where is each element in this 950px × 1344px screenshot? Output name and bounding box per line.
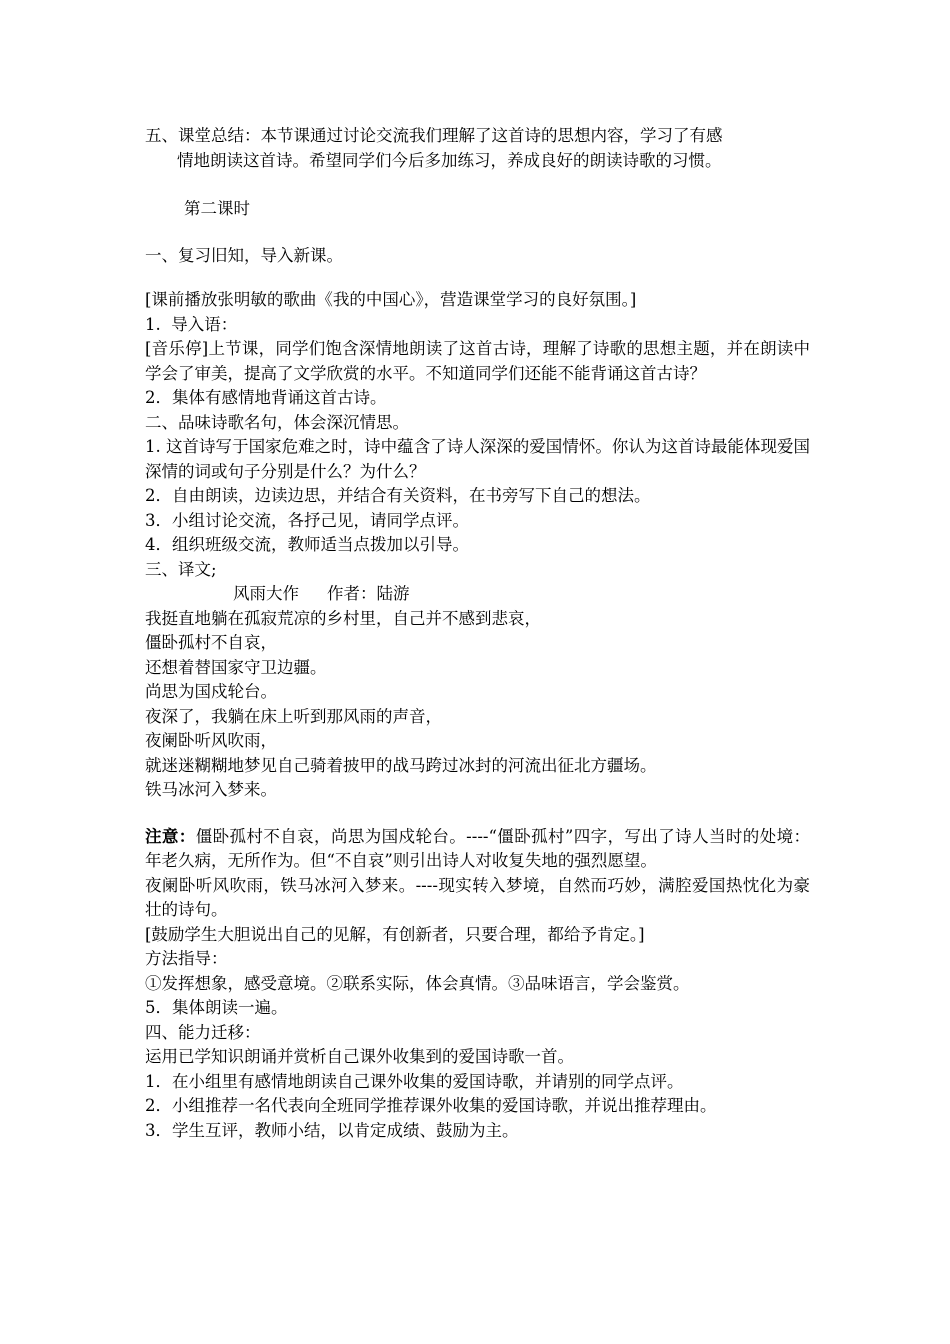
section-4-item-2: 2．小组推荐一名代表向全班同学推荐课外收集的爱国诗歌，并说出推荐理由。 bbox=[145, 1096, 717, 1115]
translation-line: 还想着替国家守卫边疆。 bbox=[145, 657, 327, 677]
poem-line: 铁马冰河入梦来。 bbox=[145, 780, 277, 799]
method-list: ①发挥想象，感受意境。②联系实际，体会真情。③品味语言，学会鉴赏。 bbox=[145, 973, 690, 993]
document-body bbox=[145, 124, 810, 1143]
note-paragraph-2: 夜阑卧听风吹雨，铁马冰河入梦来。----现实转入梦境，自然而巧妙，满腔爱国热忱化为豪壮的诗句。 bbox=[145, 875, 810, 919]
section-3-heading: 三、译文; bbox=[145, 559, 217, 579]
poem-line: 夜阑卧听风吹雨， bbox=[145, 731, 277, 750]
pre-class-note: [课前播放张明敏的歌曲《我的中国心》，营造课堂学习的良好氛围。] bbox=[145, 290, 637, 309]
section-2-item-3: 3．小组讨论交流，各抒己见，请同学点评。 bbox=[145, 510, 469, 530]
translation-line: 就迷迷糊糊地梦见自己骑着披甲的战马跨过冰封的河流出征北方疆场。 bbox=[145, 755, 657, 775]
summary-line-1: 五、课堂总结：本节课通过讨论交流我们理解了这首诗的思想内容，学习了有感 bbox=[145, 126, 723, 145]
note-text-1: 僵卧孤村不自哀，尚思为国戍轮台。----“僵卧孤村”四字，写出了诗人当时的处境：年老久病，无所作为。但“不自哀”则引出诗人对收复失地的强烈愿望。 bbox=[145, 826, 811, 870]
poem-line: 僵卧孤村不自哀， bbox=[145, 633, 277, 652]
summary-line-2: 情地朗读这首诗。希望同学们今后多加练习，养成良好的朗读诗歌的习惯。 bbox=[177, 150, 722, 170]
section-4-intro: 运用已学知识朗诵并赏析自己课外收集到的爱国诗歌一首。 bbox=[145, 1047, 574, 1066]
intro-text: [音乐停]上节课，同学们饱含深情地朗读了这首古诗，理解了诗歌的思想主题，并在朗读中学会了审美，提高了文学欣赏的水平。不知道同学们还能不能背诵这首古诗？ bbox=[145, 339, 810, 383]
note-label: 注意： bbox=[145, 826, 196, 846]
encourage-note: [鼓励学生大胆说出自己的见解，有创新者，只要合理，都给予肯定。] bbox=[145, 924, 645, 944]
lesson-2-title: 第二课时 bbox=[184, 199, 250, 218]
translation-line: 夜深了，我躺在床上听到那风雨的声音， bbox=[145, 706, 442, 726]
section-4-item-3: 3．学生互评，教师小结，以肯定成绩、鼓励为主。 bbox=[145, 1120, 519, 1140]
section-2-heading: 二、品味诗歌名句，体会深沉情思。 bbox=[145, 412, 409, 432]
section-4-item-1: 1．在小组里有感情地朗读自己课外收集的爱国诗歌，并请别的同学点评。 bbox=[145, 1071, 684, 1091]
section-2-item-5: 5．集体朗读一遍。 bbox=[145, 998, 288, 1017]
section-1-heading: 一、复习旧知，导入新课。 bbox=[145, 245, 343, 265]
note-paragraph-1 bbox=[145, 825, 810, 874]
poem-line: 尚思为国戍轮台。 bbox=[145, 682, 277, 701]
poem-title-line bbox=[145, 582, 810, 607]
translation-line: 我挺直地躺在孤寂荒凉的乡村里，自己并不感到悲哀， bbox=[145, 608, 541, 628]
section-4-heading: 四、能力迁移： bbox=[145, 1022, 261, 1042]
section-2-item-2: 2．自由朗读，边读边思，并结合有关资料，在书旁写下自己的想法。 bbox=[145, 486, 651, 505]
section-1-item-2: 2．集体有感情地背诵这首古诗。 bbox=[145, 388, 387, 407]
poem-author: 作者：陆游 bbox=[327, 584, 410, 603]
poem-title: 风雨大作 bbox=[233, 584, 299, 603]
intro-label: 1. 导入语： bbox=[145, 314, 238, 334]
section-2-item-4: 4．组织班级交流，教师适当点拨加以引导。 bbox=[145, 535, 469, 554]
section-2-item-1: 1. 这首诗写于国家危难之时，诗中蕴含了诗人深深的爱国情怀。你认为这首诗最能体现爱国深情的词或句子分别是什么？为什么？ bbox=[145, 437, 810, 481]
method-label: 方法指导： bbox=[145, 949, 228, 968]
